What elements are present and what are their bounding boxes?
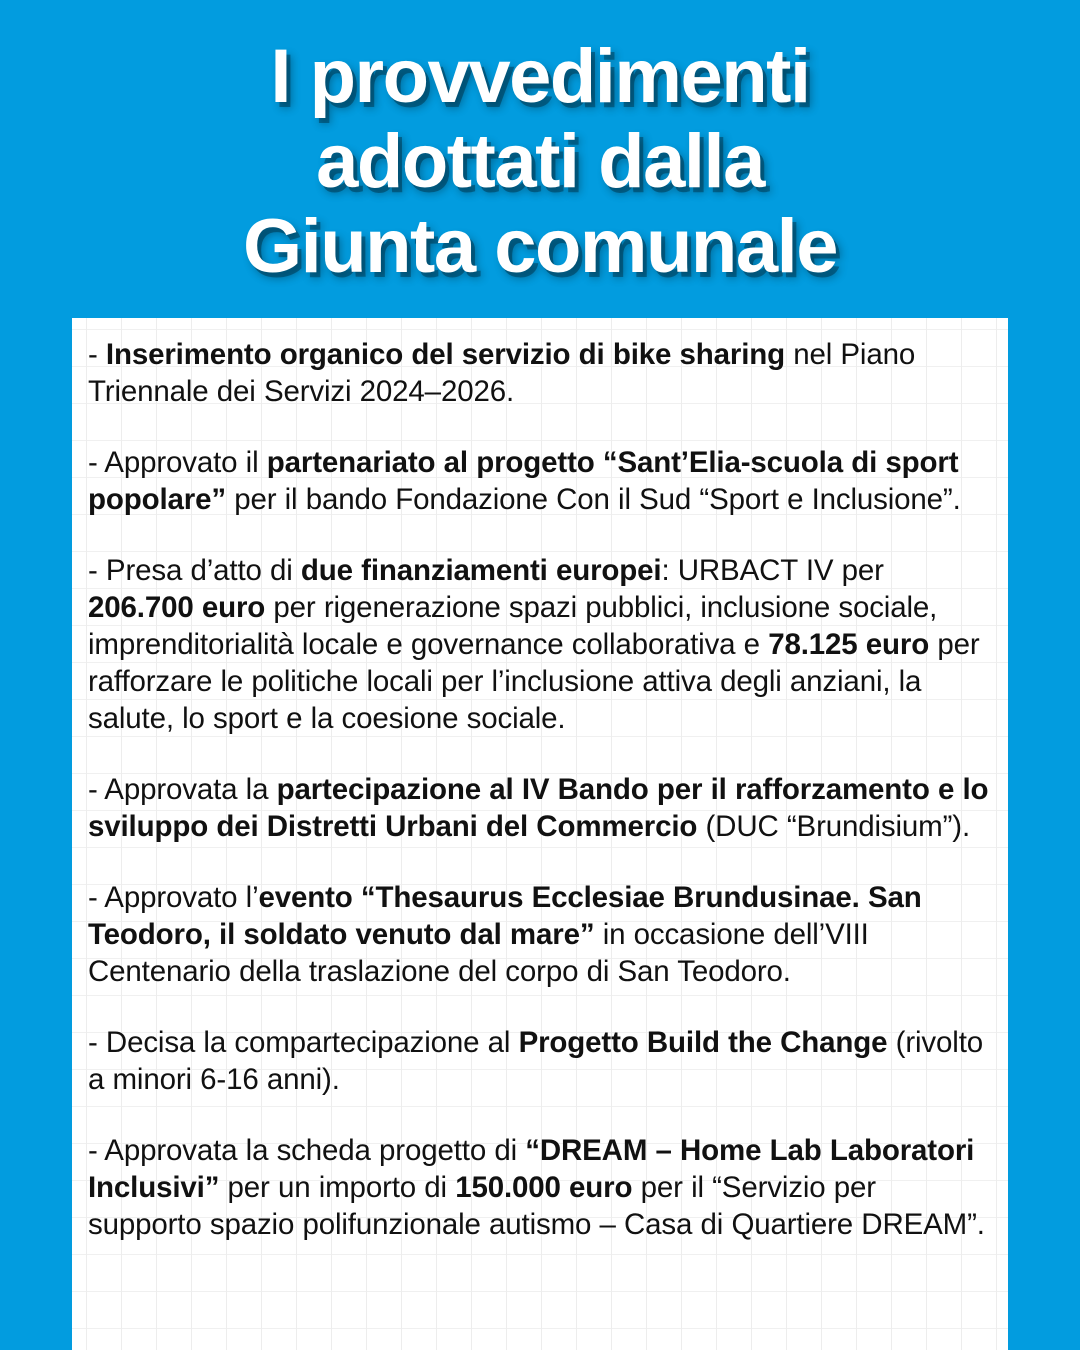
measures-list [88,336,994,1243]
measure-text-emphasis: Progetto Build the Change [518,1026,888,1059]
measure-item [88,444,994,518]
measure-text-emphasis: due finanziamenti europei [300,554,662,587]
measure-item [88,1024,994,1098]
measure-item [88,552,994,737]
measure-text-emphasis: partecipazione al IV Bando per il rafforzamento e lo sviluppo dei Distretti Urbani del Commercio [88,773,989,843]
measure-text: - Approvato l’ [88,881,259,914]
page-title [0,34,1080,289]
measure-text-emphasis: “DREAM – Home Lab Laboratori Inclusivi” [88,1134,975,1204]
measure-text: : URBACT IV per [661,554,884,587]
measure-text: - Approvato il [88,446,267,479]
measure-text: - Presa d’atto di [88,554,301,587]
measure-text: - Approvata la scheda progetto di [88,1134,526,1167]
measure-item [88,879,994,990]
measure-text: per il bando Fondazione Con il Sud “Sport e Inclusione”. [225,483,961,516]
measure-text: per rigenerazione spazi pubblici, inclusione sociale, imprenditorialità locale e governance collaborativa e [88,591,938,661]
measure-item [88,1132,994,1243]
measure-text-emphasis: 206.700 euro [88,591,266,624]
measure-text: - Approvata la [88,773,277,806]
measure-text: per rafforzare le politiche locali per l’inclusione attiva degli anziani, la salute, lo sport e la coesione sociale. [88,628,980,735]
measure-text: - Decisa la compartecipazione al [88,1026,519,1059]
measure-text: per un importo di [219,1171,456,1204]
measure-text-emphasis: 78.125 euro [768,628,930,661]
measure-text: (rivolto a minori 6-16 anni). [88,1026,983,1096]
measure-text: (DUC “Brundisium”). [697,810,971,843]
measure-text: in occasione dell’VIII Centenario della traslazione del corpo di San Teodoro. [88,918,869,988]
measure-text: - [88,338,106,371]
page-title-line-3: Giunta comunale [242,204,838,289]
measure-text-emphasis: Inserimento organico del servizio di bike sharing [105,338,785,371]
measure-text: nel Piano Triennale dei Servizi 2024–2026. [88,338,916,408]
page-title-line-1: I provvedimenti [270,34,810,119]
measure-text-emphasis: evento “Thesaurus Ecclesiae Brundusinae. San Teodoro, il soldato venuto dal mare” [88,881,922,951]
page-title-line-2: adottati dalla [316,119,764,204]
measure-text: per il “Servizio per supporto spazio polifunzionale autismo – Casa di Quartiere DREAM”. [88,1171,985,1241]
measure-text-emphasis: partenariato al progetto “Sant’Elia-scuola di sport popolare” [88,446,959,516]
measure-item [88,771,994,845]
measure-item [88,336,994,410]
content-card [72,318,1008,1350]
measure-text-emphasis: 150.000 euro [455,1171,633,1204]
